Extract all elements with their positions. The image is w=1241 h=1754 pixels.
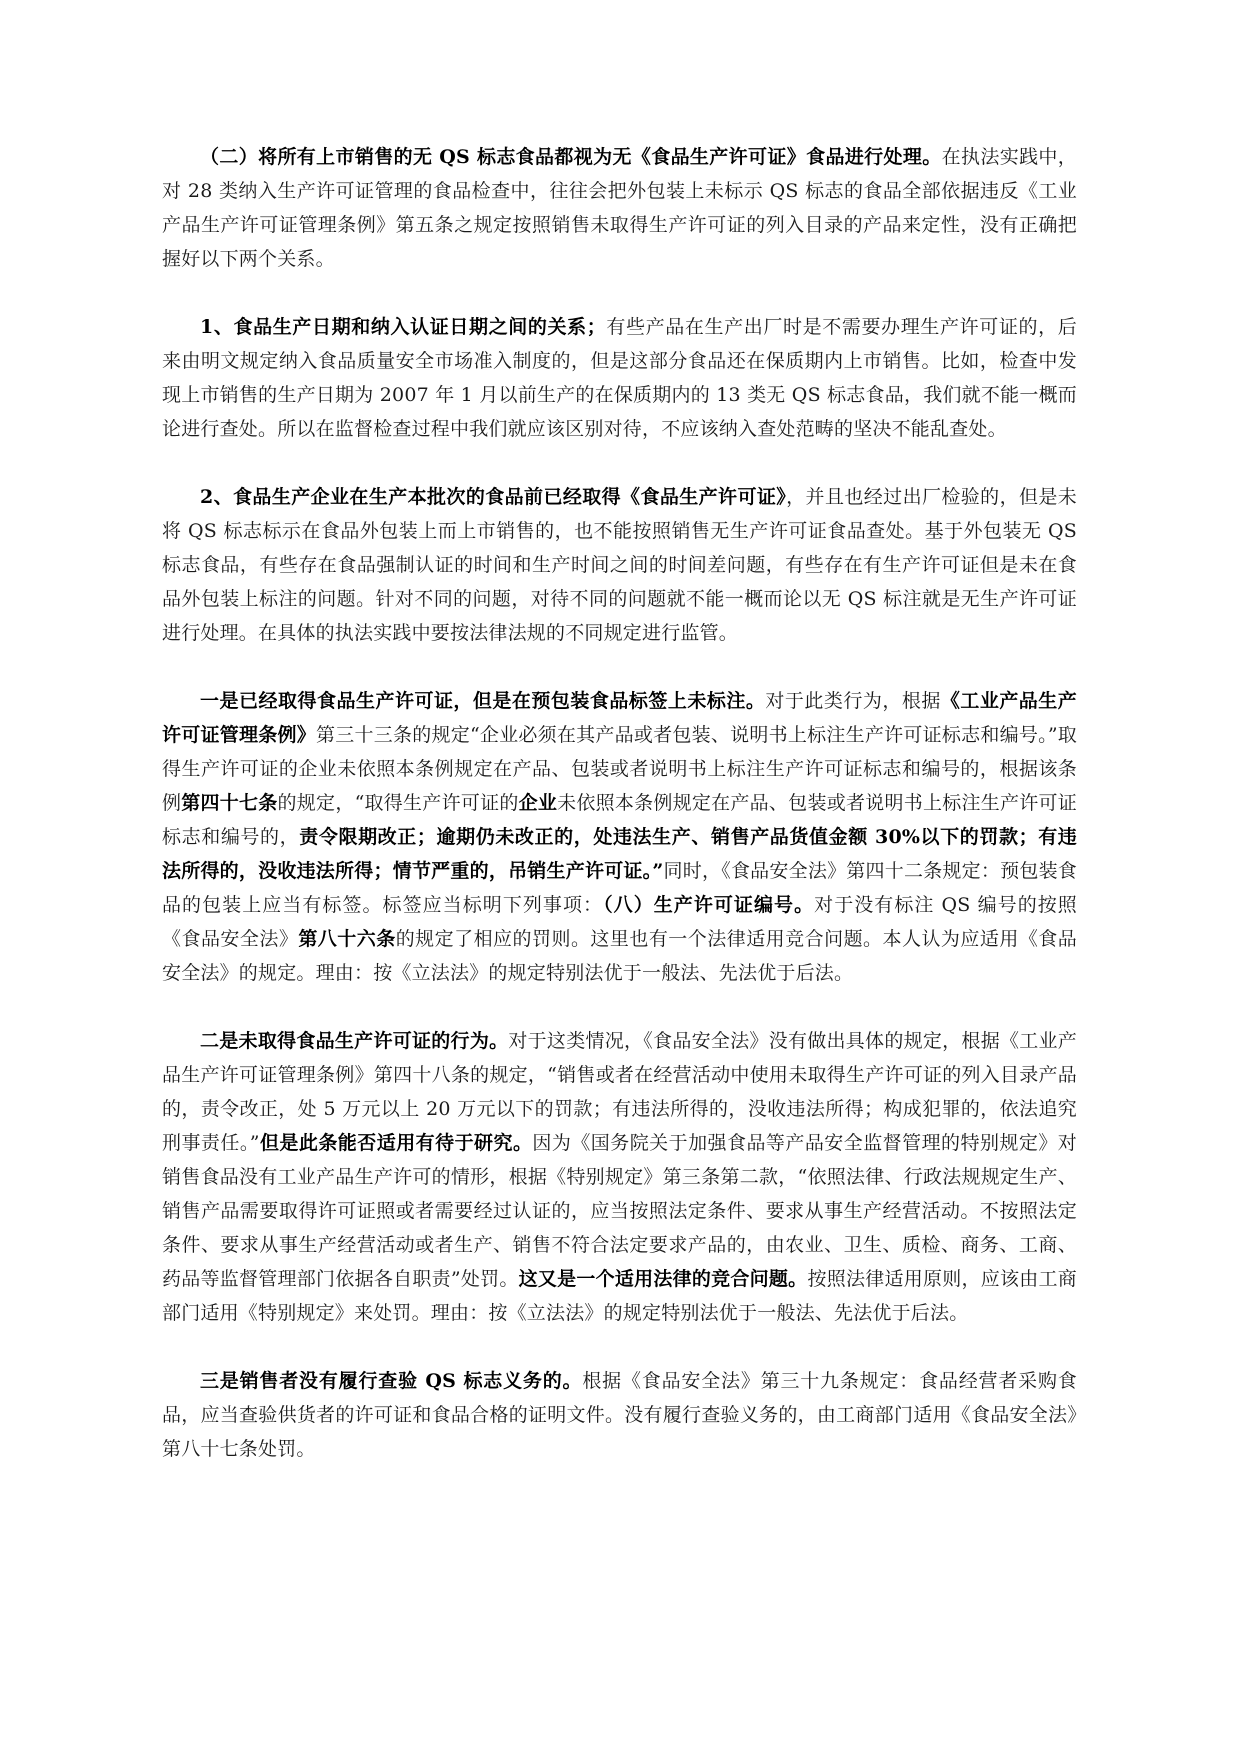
text-run: 未依照本条例规定在产品、包装或者说明书上标注生产许可证标志和编号的， <box>162 792 1077 848</box>
bold-text-run: 这又是一个适用法律的竞合问题。 <box>518 1268 808 1290</box>
text-run: 对于没有标注 QS 编号的按照《食品安全法》 <box>162 894 1078 950</box>
text-run: 的规定，“取得生产许可证的 <box>277 792 519 814</box>
bold-text-run: 责令限期改正；逾期仍未改正的，处违法生产、销售产品货值金额 30%以下的罚款；有违法所得的，没收违法所得；情节严重的，吊销生产许可证。” <box>162 826 1077 882</box>
paragraph <box>162 480 1077 650</box>
bold-text-run: 第四十七条 <box>181 792 278 814</box>
bold-text-run: 2、食品生产企业在生产本批次的食品前已经取得《食品生产许可证》 <box>200 486 787 508</box>
text-run: ，并且也经过出厂检验的，但是未将 QS 标志标示在食品外包装上而上市销售的，也不能按照销售无生产许可证食品查处。基于外包装无 QS 标志食品，有些存在食品强制认证的时间和生产时间之间的时间差问题，有些存在有生产许可证但是未在食品外包装上标注的问题。针对不同的问题，对待不同的问题就不能一概而论以无 QS 标注就是无生产许可证进行处理。在具体的执法实践中要按法律法规的不同规定进行监管。 <box>162 486 1077 644</box>
text-run: 因为《国务院关于加强食品等产品安全监督管理的特别规定》对销售食品没有工业产品生产许可的情形，根据《特别规定》第三条第二款，“依照法律、行政法规规定生产、销售产品需要取得许可证照或者需要经过认证的，应当按照法定条件、要求从事生产经营活动。不按照法定条件、要求从事生产经营活动或者生产、销售不符合法定要求产品的，由农业、卫生、质检、商务、工商、药品等监督管理部门依据各自职责”处罚。 <box>162 1132 1077 1290</box>
document-page <box>162 140 1077 1500</box>
bold-text-run: 1、食品生产日期和纳入认证日期之间的关系； <box>200 316 606 338</box>
paragraph <box>162 684 1077 990</box>
bold-text-run: 《工业产品生产许可证管理条例》 <box>162 690 1077 746</box>
bold-text-run: 第八十六条 <box>298 928 396 950</box>
bold-text-run: （二）将所有上市销售的无 QS 标志食品都视为无《食品生产许可证》食品进行处理。 <box>200 146 942 168</box>
text-run: 按照法律适用原则，应该由工商部门适用《特别规定》来处罚。理由：按《立法法》的规定特别法优于一般法、先法优于后法。 <box>162 1268 1077 1324</box>
bold-text-run: 企业 <box>518 792 558 814</box>
text-run: 在执法实践中，对 28 类纳入生产许可证管理的食品检查中，往往会把外包装上未标示 QS 标志的食品全部依据违反《工业产品生产许可证管理条例》第五条之规定按照销售未取得生产许可证的列入目录的产品来定性，没有正确把握好以下两个关系。 <box>162 146 1077 270</box>
bold-text-run: 但是此条能否适用有待于研究。 <box>259 1132 533 1154</box>
text-run: 第三十三条的规定“企业必须在其产品或者包装、说明书上标注生产许可证标志和编号。”取得生产许可证的企业未依照本条例规定在产品、包装或者说明书上标注生产许可证标志和编号的，根据该条例 <box>162 724 1077 814</box>
text-run: 有些产品在生产出厂时是不需要办理生产许可证的，后来由明文规定纳入食品质量安全市场准入制度的，但是这部分食品还在保质期内上市销售。比如，检查中发现上市销售的生产日期为 2007 年 1 月以前生产的在保质期内的 13 类无 QS 标志食品，我们就不能一概而论进行查处。所以在监督检查过程中我们就应该区别对待，不应该纳入查处范畴的坚决不能乱查处。 <box>162 316 1077 440</box>
paragraph <box>162 140 1077 276</box>
text-run: 同时，《食品安全法》第四十二条规定：预包装食品的包装上应当有标签。标签应当标明下列事项： <box>162 860 1077 916</box>
bold-text-run: 一是已经取得食品生产许可证，但是在预包装食品标签上未标注。 <box>200 690 766 712</box>
paragraph <box>162 1364 1077 1466</box>
bold-text-run: （八）生产许可证编号。 <box>603 894 815 916</box>
text-run: 根据《食品安全法》第三十九条规定：食品经营者采购食品，应当查验供货者的许可证和食品合格的证明文件。没有履行查验义务的，由工商部门适用《食品安全法》第八十七条处罚。 <box>162 1370 1077 1460</box>
bold-text-run: 三是销售者没有履行查验 QS 标志义务的。 <box>200 1370 583 1392</box>
text-run: 的规定了相应的罚则。这里也有一个法律适用竞合问题。本人认为应适用《食品安全法》的规定。理由：按《立法法》的规定特别法优于一般法、先法优于后法。 <box>162 928 1077 984</box>
paragraph <box>162 1024 1077 1330</box>
bold-text-run: 二是未取得食品生产许可证的行为。 <box>200 1030 509 1052</box>
text-run: 对于这类情况，《食品安全法》没有做出具体的规定，根据《工业产品生产许可证管理条例》第四十八条的规定，“销售或者在经营活动中使用未取得生产许可证的列入目录产品的，责令改正，处 5 万元以上 20 万元以下的罚款；有违法所得的，没收违法所得；构成犯罪的，依法追究刑事责任。” <box>162 1030 1077 1154</box>
text-run: 对于此类行为，根据 <box>765 690 941 712</box>
paragraph <box>162 310 1077 446</box>
